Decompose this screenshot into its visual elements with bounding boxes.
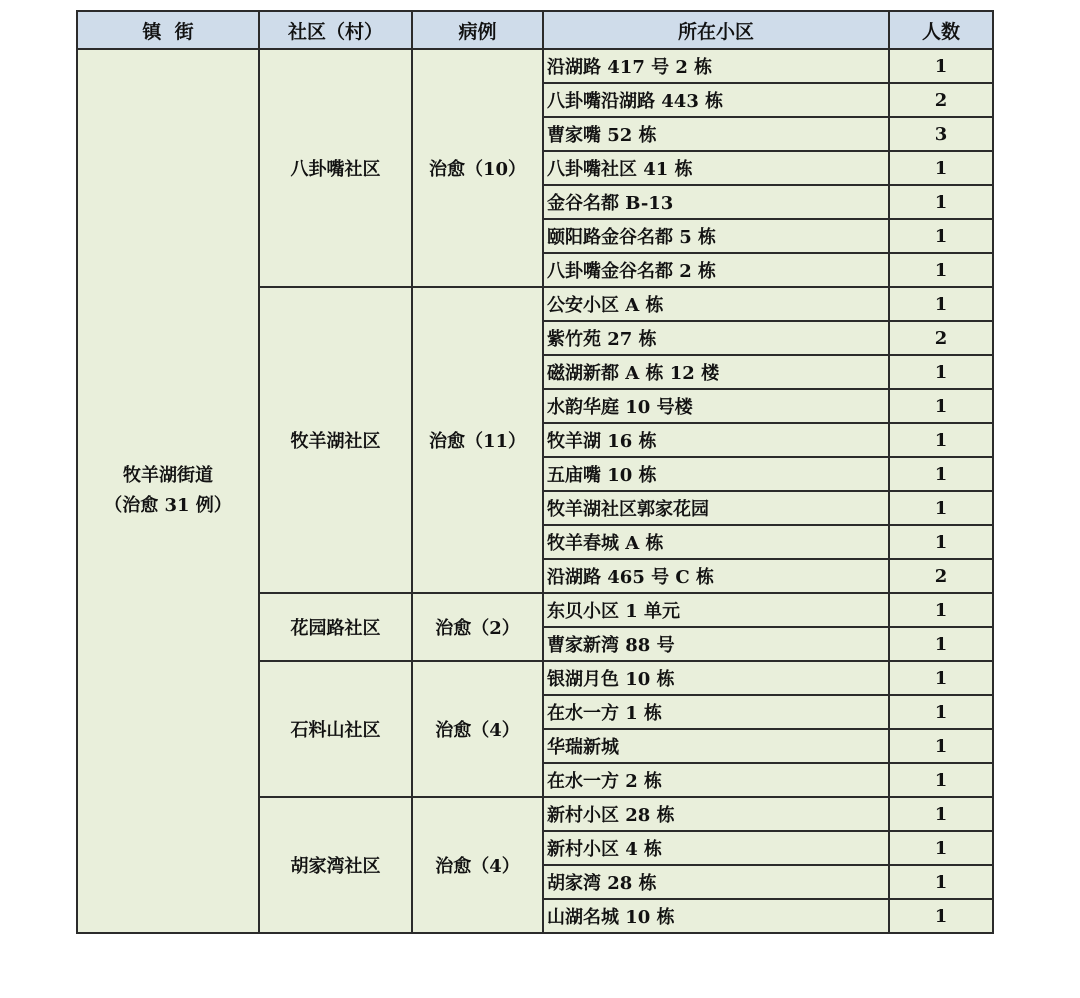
residence-cell: 新村小区 4 栋 <box>543 831 889 865</box>
count-cell: 1 <box>889 151 993 185</box>
residence-cell: 紫竹苑 27 栋 <box>543 321 889 355</box>
community-cell: 花园路社区 <box>259 593 412 661</box>
cases-cell: 治愈（2） <box>412 593 543 661</box>
count-cell: 1 <box>889 253 993 287</box>
street-cell <box>77 49 259 933</box>
residence-cell: 胡家湾 28 栋 <box>543 865 889 899</box>
community-cell: 石料山社区 <box>259 661 412 797</box>
residence-cell: 磁湖新都 A 栋 12 楼 <box>543 355 889 389</box>
count-cell: 1 <box>889 355 993 389</box>
residence-cell: 公安小区 A 栋 <box>543 287 889 321</box>
residence-cell: 五庙嘴 10 栋 <box>543 457 889 491</box>
count-cell: 1 <box>889 899 993 933</box>
residence-cell: 银湖月色 10 栋 <box>543 661 889 695</box>
cases-cell: 治愈（4） <box>412 797 543 933</box>
residence-cell: 在水一方 1 栋 <box>543 695 889 729</box>
community-cell: 八卦嘴社区 <box>259 49 412 287</box>
community-cell: 胡家湾社区 <box>259 797 412 933</box>
residence-cell: 颐阳路金谷名都 5 栋 <box>543 219 889 253</box>
count-cell: 1 <box>889 287 993 321</box>
residence-cell: 新村小区 28 栋 <box>543 797 889 831</box>
residence-cell: 东贝小区 1 单元 <box>543 593 889 627</box>
cases-cell: 治愈（10） <box>412 49 543 287</box>
residence-cell: 山湖名城 10 栋 <box>543 899 889 933</box>
count-cell: 3 <box>889 117 993 151</box>
residence-cell: 牧羊湖 16 栋 <box>543 423 889 457</box>
count-cell: 1 <box>889 593 993 627</box>
count-cell: 2 <box>889 321 993 355</box>
count-cell: 1 <box>889 457 993 491</box>
count-cell: 1 <box>889 185 993 219</box>
header-row <box>77 11 993 49</box>
header-residence: 所在小区 <box>543 11 889 49</box>
count-cell: 1 <box>889 491 993 525</box>
count-cell: 1 <box>889 423 993 457</box>
cases-table <box>76 10 994 934</box>
table-row <box>77 49 993 83</box>
count-cell: 1 <box>889 865 993 899</box>
residence-cell: 沿湖路 465 号 C 栋 <box>543 559 889 593</box>
residence-cell: 八卦嘴金谷名都 2 栋 <box>543 253 889 287</box>
residence-cell: 曹家新湾 88 号 <box>543 627 889 661</box>
residence-cell: 在水一方 2 栋 <box>543 763 889 797</box>
count-cell: 1 <box>889 797 993 831</box>
header-street: 镇 街 <box>77 11 259 49</box>
residence-cell: 曹家嘴 52 栋 <box>543 117 889 151</box>
count-cell: 1 <box>889 695 993 729</box>
residence-cell: 沿湖路 417 号 2 栋 <box>543 49 889 83</box>
residence-cell: 牧羊春城 A 栋 <box>543 525 889 559</box>
count-cell: 1 <box>889 729 993 763</box>
header-community: 社区（村） <box>259 11 412 49</box>
cases-cell: 治愈（4） <box>412 661 543 797</box>
header-count: 人数 <box>889 11 993 49</box>
count-cell: 1 <box>889 831 993 865</box>
residence-cell: 金谷名都 B-13 <box>543 185 889 219</box>
count-cell: 1 <box>889 219 993 253</box>
header-cases: 病例 <box>412 11 543 49</box>
count-cell: 1 <box>889 627 993 661</box>
count-cell: 1 <box>889 763 993 797</box>
count-cell: 1 <box>889 49 993 83</box>
residence-cell: 水韵华庭 10 号楼 <box>543 389 889 423</box>
residence-cell: 牧羊湖社区郭家花园 <box>543 491 889 525</box>
street-summary: （治愈 31 例） <box>104 495 232 516</box>
count-cell: 1 <box>889 661 993 695</box>
count-cell: 1 <box>889 389 993 423</box>
count-cell: 2 <box>889 559 993 593</box>
residence-cell: 华瑞新城 <box>543 729 889 763</box>
residence-cell: 八卦嘴沿湖路 443 栋 <box>543 83 889 117</box>
residence-cell: 八卦嘴社区 41 栋 <box>543 151 889 185</box>
community-cell: 牧羊湖社区 <box>259 287 412 593</box>
street-name: 牧羊湖街道 <box>123 465 213 486</box>
table-body <box>77 49 993 933</box>
count-cell: 2 <box>889 83 993 117</box>
cases-cell: 治愈（11） <box>412 287 543 593</box>
count-cell: 1 <box>889 525 993 559</box>
